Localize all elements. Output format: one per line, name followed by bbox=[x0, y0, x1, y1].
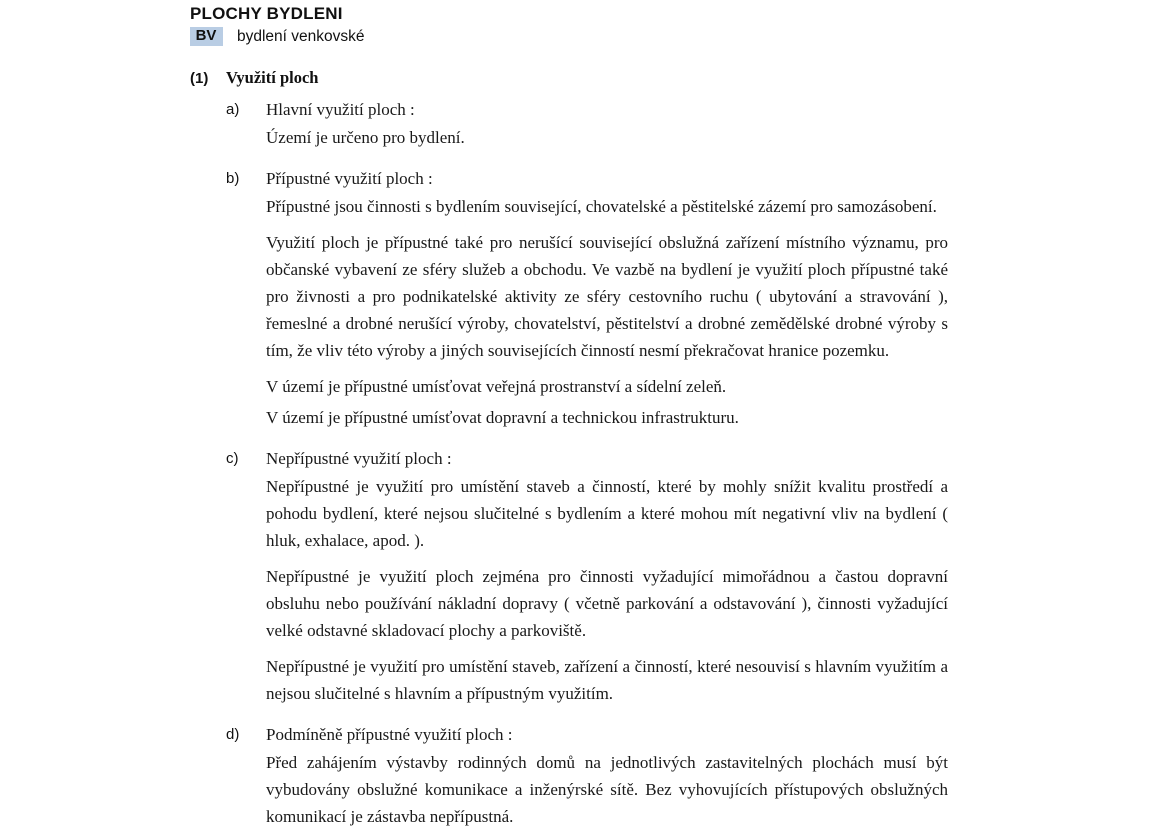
document-header bbox=[190, 4, 948, 46]
list-item-letter: c) bbox=[226, 450, 239, 468]
area-code-label: bydlení venkovské bbox=[237, 27, 365, 45]
list-item-letter: d) bbox=[226, 726, 240, 744]
paragraph: Nepřípustné je využití pro umístění staveb, zařízení a činností, které nesouvisí s hlavním využitím a nejsou slučitelné s hlavním a přípustným využitím. bbox=[266, 657, 948, 704]
list-item-d bbox=[226, 721, 948, 830]
list-item-title: Nepřípustné využití ploch : bbox=[266, 449, 452, 469]
area-code-row bbox=[190, 27, 948, 47]
lettered-item-list bbox=[226, 96, 948, 830]
paragraph: Nepřípustné je využití ploch zejména pro činnosti vyžadující mimořádnou a častou dopravní obsluhu nebo používání nákladní dopravy ( včetně parkování a odstavování ), činnosti vyžadující velké odstavné skladovací plochy a parkoviště. bbox=[266, 567, 948, 641]
paragraph: Přípustné jsou činnosti s bydlením související, chovatelské a pěstitelské zázemí pro samozásobení. bbox=[266, 197, 937, 217]
area-code-badge: BV bbox=[190, 27, 223, 47]
list-item-body bbox=[266, 96, 948, 151]
list-item-body bbox=[266, 445, 948, 707]
list-item-c bbox=[226, 445, 948, 707]
list-item-title: Podmíněně přípustné využití ploch : bbox=[266, 725, 513, 745]
list-item-letter: b) bbox=[226, 170, 240, 188]
section-heading bbox=[190, 68, 948, 88]
section-title: Využití ploch bbox=[226, 68, 319, 88]
paragraph: Nepřípustné je využití pro umístění staveb a činností, které by mohly snížit kvalitu prostředí a pohodu bydlení, které nejsou slučitelné s bydlením a které mohou mít negativní vliv na bydlení ( hluk, exhalace, apod. ). bbox=[266, 477, 948, 551]
paragraph: V území je přípustné umísťovat veřejná prostranství a sídelní zeleň. bbox=[266, 377, 727, 397]
paragraph: V území je přípustné umísťovat dopravní a technickou infrastrukturu. bbox=[266, 408, 739, 428]
list-item-letter: a) bbox=[226, 101, 240, 119]
paragraph: Využití ploch je přípustné také pro nerušící související obslužná zařízení místního významu, pro občanské vybavení ze sféry služeb a obchodu. Ve vazbě na bydlení je využití ploch přípustné také pro živnosti a pro podnikatelské aktivity ze sféry cestovního ruchu ( ubytování a stravování ), řemeslné a drobné nerušící výroby, chovatelství, pěstitelství a drobné zemědělské drobné výroby s tím, že vliv této výroby a jiných souvisejících činností nesmí překračovat hranice pozemku. bbox=[266, 233, 948, 361]
paragraph: Před zahájením výstavby rodinných domů na jednotlivých zastavitelných plochách musí být vybudovány obslužné komunikace a inženýrské sítě. Bez vyhovujících přístupových obslužných komunikací je zástavba nepřípustná. bbox=[266, 753, 948, 827]
list-item-b bbox=[226, 165, 948, 431]
list-item-body bbox=[266, 165, 948, 431]
list-item-title: Hlavní využití ploch : bbox=[266, 100, 415, 120]
paragraph: Území je určeno pro bydlení. bbox=[266, 128, 465, 148]
section-vyuziti-ploch bbox=[190, 68, 948, 830]
list-item-title: Přípustné využití ploch : bbox=[266, 169, 433, 189]
page-title: PLOCHY BYDLENI bbox=[190, 4, 343, 23]
list-item-body bbox=[266, 721, 948, 830]
list-item-a bbox=[226, 96, 948, 151]
section-number: (1) bbox=[190, 70, 209, 88]
